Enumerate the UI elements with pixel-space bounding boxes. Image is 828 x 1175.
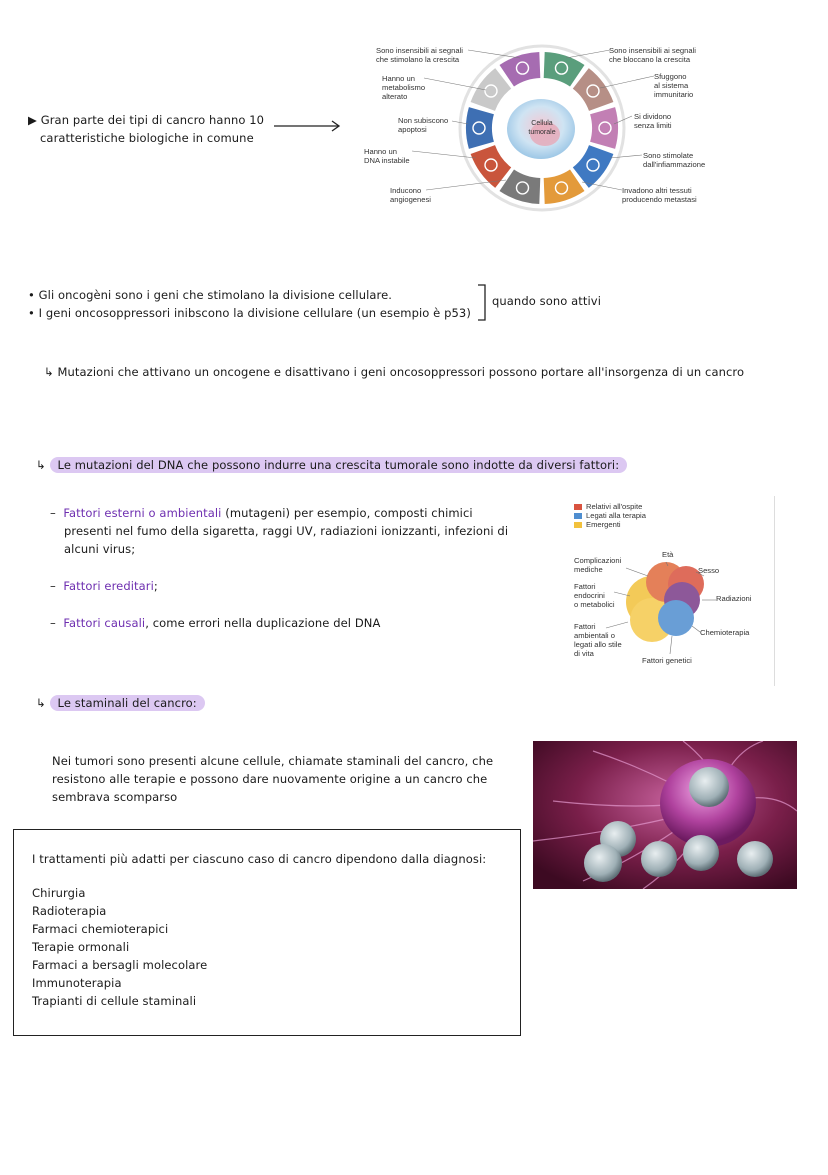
hallmarks-figure	[360, 40, 720, 215]
treatment-item: Radioterapia	[32, 904, 107, 918]
treatments-box	[13, 829, 521, 1036]
venn-label-sex: Sesso	[698, 566, 720, 575]
bullet-arrow-icon: ▶	[28, 113, 37, 127]
label-inflammation: Sono stimolate dall'infiammazione	[643, 151, 706, 169]
label-dna: Hanno un DNA instabile	[364, 147, 410, 165]
factors-heading-row	[36, 456, 826, 474]
label-metabolism: Hanno un metabolismo alterato	[382, 74, 426, 101]
label-angiogenesis: Inducono angiogenesi	[390, 186, 431, 204]
bracket-note: quando sono attivi	[492, 294, 601, 308]
genes-item-1: • Gli oncogèni sono i geni che stimolano la divisione cellulare.	[28, 288, 393, 302]
cancer-cell-illustration	[533, 741, 797, 889]
treatment-item: Farmaci a bersagli molecolare	[32, 958, 208, 972]
venn-label-complications: Complicazioni mediche	[574, 556, 622, 574]
factor-item-3: – Fattori causali, come errori nella duplicazione del DNA	[50, 616, 381, 630]
hook-arrow-icon: ↳	[44, 365, 54, 379]
venn-label-endocrine: Fattori endocrini o metabolici	[574, 582, 615, 609]
intro-line-1: Gran parte dei tipi di cancro hanno 10	[40, 113, 265, 127]
pointer-arrow-icon	[272, 119, 344, 133]
label-growth-suppressors: Sono insensibili ai segnali che bloccano la crescita	[609, 46, 696, 64]
treatments-title: I trattamenti più adatti per ciascuno caso di cancro dipendono dalla diagnosi:	[32, 852, 487, 866]
factor-item-1: – Fattori esterni o ambientali (mutageni) per esempio, composti chimici presenti nel fumo della sigaretta, raggi UV, radiazioni ionizzanti, infezioni di alcuni virus;	[50, 506, 509, 556]
treatment-item: Immunoterapia	[32, 976, 122, 990]
intro-line-2: caratteristiche biologiche in comune	[40, 131, 254, 145]
treatment-item: Trapianti di cellule staminali	[32, 994, 197, 1008]
stem-heading: Le staminali del cancro:	[50, 695, 205, 711]
factor-item-2: – Fattori ereditari;	[50, 579, 158, 593]
treatment-item: Farmaci chemioterapici	[32, 922, 169, 936]
intro-text	[28, 111, 288, 147]
label-apoptosis: Non subiscono apoptosi	[398, 116, 449, 134]
wheel-center-label: Cellula tumorale	[528, 120, 556, 136]
venn-label-environmental: Fattori ambientali o legati allo stile di vita	[574, 622, 622, 658]
label-divide: Si dividono senza limiti	[634, 112, 672, 130]
label-leader-lines	[360, 40, 720, 215]
venn-label-radiation: Radiazioni	[716, 594, 752, 603]
venn-label-age: Età	[662, 550, 674, 559]
hook-arrow-icon: ↳	[36, 696, 46, 710]
brace-icon	[476, 283, 490, 323]
genes-list	[28, 286, 488, 322]
treatment-item: Chirurgia	[32, 886, 86, 900]
stem-heading-row	[36, 694, 205, 712]
treatment-item: Terapie ormonali	[32, 940, 130, 954]
hook-arrow-icon: ↳	[36, 458, 46, 472]
stem-text: Nei tumori sono presenti alcune cellule, chiamate staminali del cancro, che resistono alle terapie e possono dare nuovamente origine a un cancro che sembrava scomparso	[52, 754, 494, 804]
venn-label-chemo: Chemioterapia	[700, 628, 750, 637]
risk-factors-figure	[566, 496, 775, 686]
genes-consequence: ↳ Mutazioni che attivano un oncogene e disattivano i geni oncosoppressori possono portare all'insorgenza di un cancro	[44, 365, 745, 379]
factors-heading: Le mutazioni del DNA che possono indurre una crescita tumorale sono indotte da diversi fattori:	[50, 457, 628, 473]
label-growth-signals: Sono insensibili ai segnali che stimolano la crescita	[376, 46, 463, 64]
venn-label-genetic: Fattori genetici	[642, 656, 692, 665]
label-invasion: Invadono altri tessuti producendo metastasi	[622, 186, 697, 204]
venn-legend: Relativi all'ospite Legati alla terapia Emergenti	[574, 502, 646, 529]
label-immune: Sfuggono al sistema immunitario	[654, 72, 694, 99]
treatments-list	[32, 884, 207, 1010]
genes-item-2: • I geni oncosoppressori inibscono la divisione cellulare (un esempio è p53)	[28, 306, 471, 320]
